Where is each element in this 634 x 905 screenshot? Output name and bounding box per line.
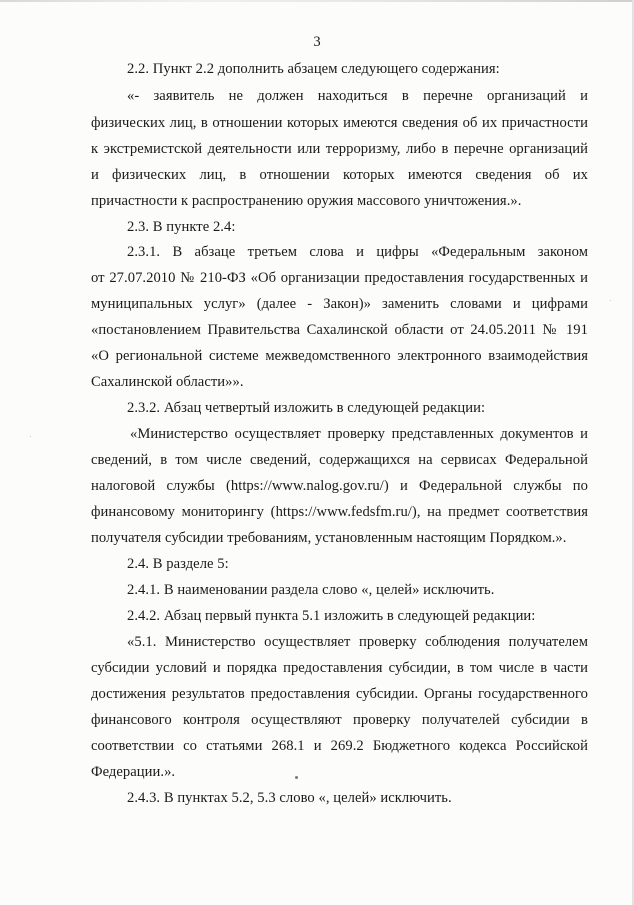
paragraph-2-4-heading: 2.4. В разделе 5: — [127, 556, 229, 572]
paragraph-2-4-2-quote-line: субсидии условий и порядка предоставления субсидии, в том числе в части — [91, 660, 588, 676]
paragraph-2-3-2-quote-line: финансовому мониторингу (https://www.fedsfm.ru/), на предмет соответствия — [91, 504, 588, 520]
paragraph-2-3-1-line: Сахалинской области»». — [91, 374, 244, 390]
paragraph-2-4-2-quote-line: финансового контроля осуществляют проверку получателей субсидии в — [91, 712, 588, 728]
paragraph-2-4-2-quote-line: достижения результатов предоставления субсидии. Органы государственного — [91, 686, 588, 702]
paragraph-2-3-2-quote-line: получателя субсидии требованиям, установленным настоящим Порядком.». — [91, 530, 567, 546]
paragraph-2-3-2-quote-line: налоговой службы (https://www.nalog.gov.ru/) и Федеральной службы по — [91, 478, 588, 494]
paragraph-2-4-2-quote-line: соответствии со статьями 268.1 и 269.2 Бюджетного кодекса Российской — [91, 738, 588, 754]
paragraph-2-4-2-quote-line: «5.1. Министерство осуществляет проверку соблюдения получателем — [127, 634, 588, 650]
paragraph-2-4-2-quote-line: Федерации.». — [91, 764, 176, 780]
paragraph-2-4-2-heading: 2.4.2. Абзац первый пункта 5.1 изложить в следующей редакции: — [127, 608, 536, 624]
paragraph-2-4-3: 2.4.3. В пунктах 5.2, 5.3 слово «, целей» исключить. — [127, 790, 452, 806]
paragraph-2-3-heading: 2.3. В пункте 2.4: — [127, 219, 236, 235]
paragraph-2-2-quote-line: физических лиц, в отношении которых имеются сведения об их причастности — [91, 115, 588, 131]
paragraph-2-3-2-heading: 2.3.2. Абзац четвертый изложить в следующей редакции: — [127, 400, 486, 416]
paragraph-2-3-2-quote-line: сведений, в том числе сведений, содержащихся на сервисах Федеральной — [91, 452, 588, 468]
paragraph-2-3-1-line: «постановлением Правительства Сахалинской области от 24.05.2011 № 191 — [91, 322, 588, 338]
paragraph-2-3-1-line: муниципальных услуг» (далее - Закон)» заменить словами и цифрами — [91, 296, 588, 312]
paragraph-2-2-quote-line: «- заявитель не должен находиться в перечне организаций и — [127, 88, 588, 104]
paragraph-2-4-1: 2.4.1. В наименовании раздела слово «, целей» исключить. — [127, 582, 495, 598]
scan-speck — [295, 776, 298, 779]
paragraph-2-2-quote-line: причастности к распространению оружия массового уничтожения.». — [91, 193, 522, 209]
paragraph-2-3-1-line: «О региональной системе межведомственного электронного взаимодействия — [91, 348, 588, 364]
paragraph-2-3-1-line: от 27.07.2010 № 210-ФЗ «Об организации предоставления государственных и — [91, 270, 588, 286]
page-number: 3 — [313, 34, 321, 50]
paragraph-2-2-quote-line: к экстремистской деятельности или терроризму, либо в перечне организаций — [91, 141, 588, 157]
scan-top-edge — [0, 0, 634, 2]
paragraph-2-2-heading: 2.2. Пункт 2.2 дополнить абзацем следующего содержания: — [127, 61, 500, 77]
paragraph-2-2-quote-line: и физических лиц, в отношении которых имеются сведения об их — [91, 167, 588, 183]
scan-speck — [30, 436, 31, 437]
scan-speck — [610, 300, 611, 301]
paragraph-2-3-1-line: 2.3.1. В абзаце третьем слова и цифры «Федеральным законом — [127, 244, 588, 260]
paragraph-2-3-2-quote-line: «Министерство осуществляет проверку представленных документов и — [130, 426, 588, 442]
